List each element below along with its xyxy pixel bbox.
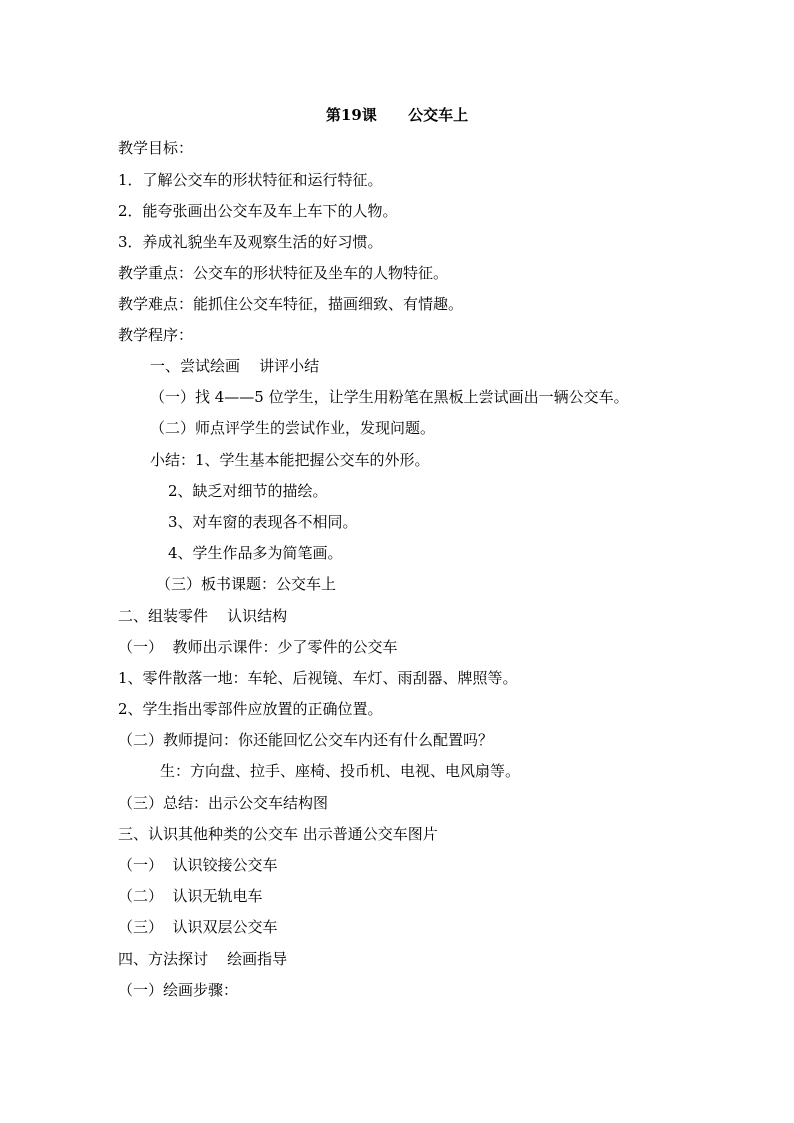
text-line: （二）教师提问：你还能回忆公交车内还有什么配置吗？ (118, 731, 494, 749)
text-line: 2．能夸张画出公交车及车上车下的人物。 (118, 202, 398, 220)
text-line: （二） 认识无轨电车 (118, 887, 263, 905)
text-line: 教学目标： (118, 139, 194, 157)
text-line: 三、认识其他种类的公交车 出示普通公交车图片 (118, 825, 438, 843)
text-line: 4、学生作品多为简笔画。 (168, 544, 343, 562)
text-line: 3．养成礼貌坐车及观察生活的好习惯。 (118, 233, 383, 251)
text-line: （一）绘画步骤： (118, 981, 239, 999)
text-line: （三） 认识双层公交车 (118, 918, 278, 936)
text-line: 1．了解公交车的形状特征和运行特征。 (118, 171, 383, 189)
lesson-title: 第19课 公交车上 (325, 106, 469, 124)
text-line: 教学难点：能抓住公交车特征，描画细致、有情趣。 (118, 295, 464, 313)
text-line: （二）师点评学生的尝试作业，发现问题。 (150, 419, 436, 437)
text-line: 教学程序： (118, 326, 194, 344)
text-line: 生：方向盘、拉手、座椅、投币机、电视、电风扇等。 (160, 762, 521, 780)
text-line: 3、对车窗的表现各不相同。 (168, 513, 358, 531)
text-line: 二、组装零件 认识结构 (118, 607, 288, 625)
text-line: 四、方法探讨 绘画指导 (118, 950, 288, 968)
text-line: 教学重点：公交车的形状特征及坐车的人物特征。 (118, 264, 449, 282)
text-line: 2、缺乏对细节的描绘。 (168, 482, 328, 500)
text-line: 小结：1、学生基本能把握公交车的外形。 (150, 451, 430, 469)
text-line: 1、零件散落一地：车轮、后视镜、车灯、雨刮器、牌照等。 (118, 669, 518, 687)
text-line: 2、学生指出零部件应放置的正确位置。 (118, 700, 383, 718)
text-line: （三）板书课题：公交车上 (156, 575, 337, 593)
text-line: （一） 认识铰接公交车 (118, 856, 278, 874)
text-line: 一、尝试绘画 讲评小结 (150, 357, 320, 375)
text-line: （一）找 4——5 位学生，让学生用粉笔在黑板上尝试画出一辆公交车。 (150, 388, 629, 406)
text-line: （一） 教师出示课件：少了零件的公交车 (118, 638, 398, 656)
text-line: （三）总结：出示公交车结构图 (118, 794, 329, 812)
